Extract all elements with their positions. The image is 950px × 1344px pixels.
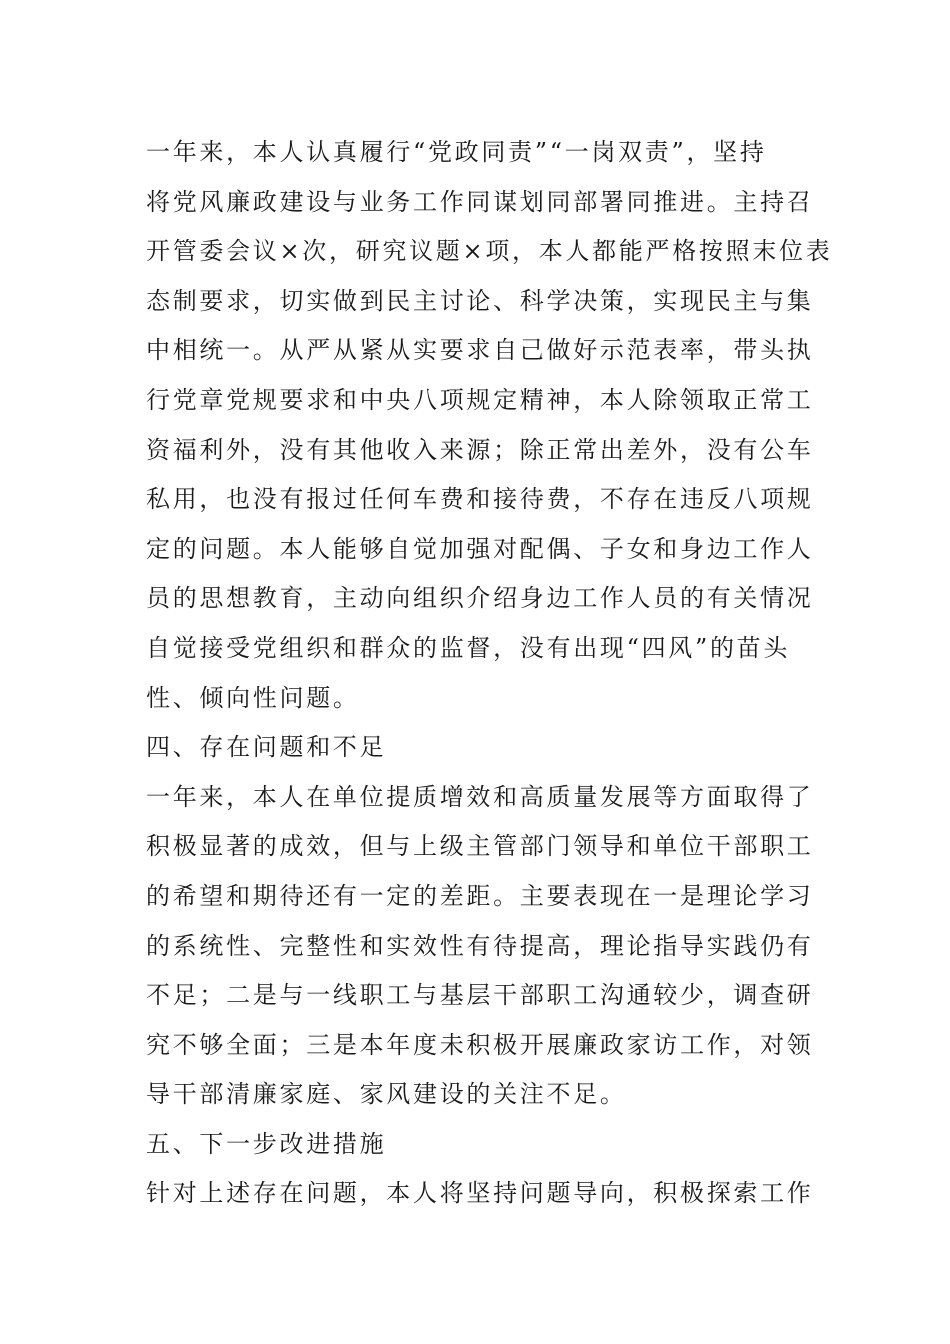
text-line: 自觉接受党组织和群众的监督，没有出现“四风”的苗头: [146, 633, 791, 662]
text-line: 中相统一。从严从紧从实要求自己做好示范表率，带头执: [146, 336, 814, 365]
text-line: 不足；二是与一线职工与基层干部职工沟通较少，调查研: [146, 981, 814, 1010]
text-line: 性、倾向性问题。: [146, 683, 360, 712]
text-line: 资福利外，没有其他收入来源；除正常出差外，没有公车: [146, 435, 814, 464]
text-line: 究不够全面；三是本年度未积极开展廉政家访工作，对领: [146, 1030, 814, 1059]
text-line: 针对上述存在问题，本人将坚持问题导向，积极探索工作: [146, 1179, 814, 1208]
section-heading-problems: 四、存在问题和不足: [146, 733, 387, 762]
text-line: 开管委会议×次，研究议题×项，本人都能严格按照末位表: [146, 237, 833, 266]
text-line: 的希望和期待还有一定的差距。主要表现在一是理论学习: [146, 881, 814, 910]
text-line: 的系统性、完整性和实效性有待提高，理论指导实践仍有: [146, 931, 814, 960]
text-line: 导干部清廉家庭、家风建设的关注不足。: [146, 1080, 627, 1109]
text-line: 私用，也没有报过任何车费和接待费，不存在违反八项规: [146, 485, 814, 514]
text-line: 行党章党规要求和中央八项规定精神，本人除领取正常工: [146, 385, 814, 414]
text-line: 一年来，本人在单位提质增效和高质量发展等方面取得了: [146, 782, 814, 811]
text-line: 一年来，本人认真履行“党政同责”“一岗双责”，坚持: [146, 138, 767, 166]
text-line: 态制要求，切实做到民主讨论、科学决策，实现民主与集: [146, 286, 814, 315]
document-body: [146, 128, 833, 1219]
text-line: 积极显著的成效，但与上级主管部门领导和单位干部职工: [146, 832, 814, 861]
text-line: 将党风廉政建设与业务工作同谋划同部署同推进。主持召: [146, 187, 814, 216]
text-line: 员的思想教育，主动向组织介绍身边工作人员的有关情况: [146, 584, 814, 613]
text-line: 定的问题。本人能够自觉加强对配偶、子女和身边工作人: [146, 534, 814, 563]
section-heading-improvements: 五、下一步改进措施: [146, 1129, 387, 1158]
